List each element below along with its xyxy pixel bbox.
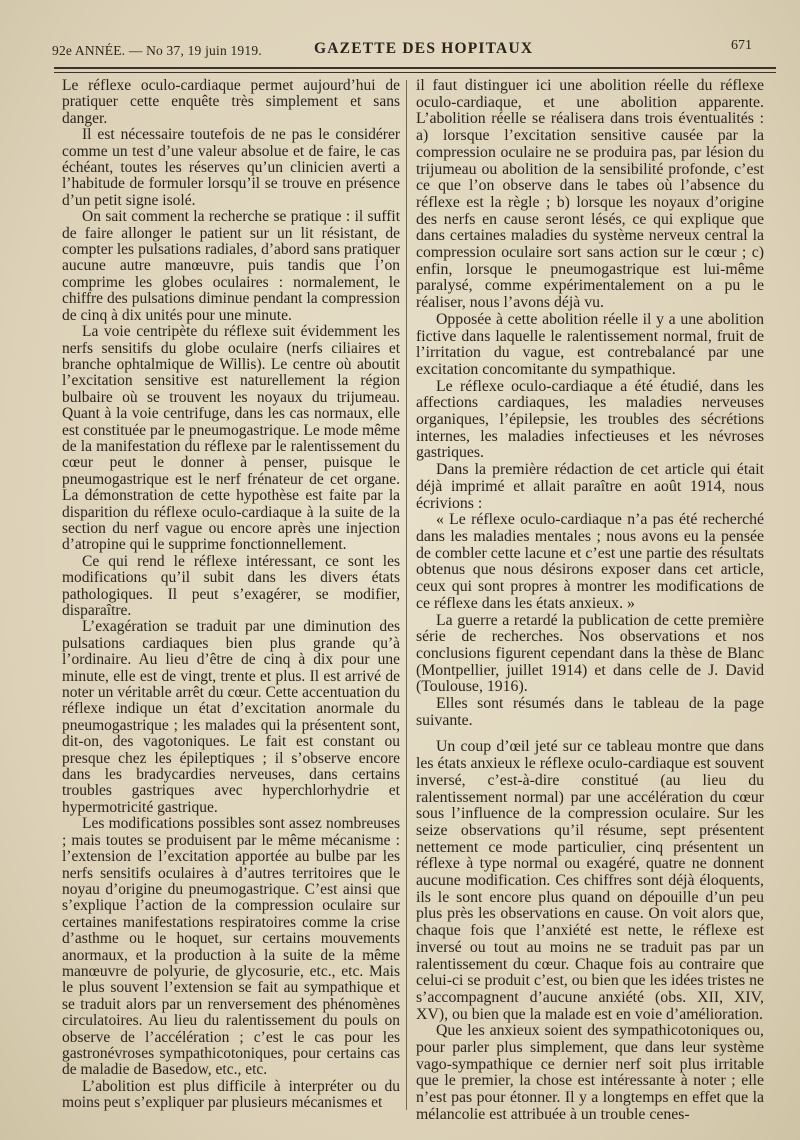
left-column xyxy=(62,78,400,1112)
paragraph: L’exagération se traduit par une diminution des pulsations cardiaques bien plus grande qu’à l’ordinaire. Au lieu d’être de cinq à dix pour une minute, elle est de vingt, trente et plus. Il est arrivé de noter un véritable arrêt du cœur. Cette accentuation du réflexe indique un état d’excitation anormale du pneumogastrique ; les malades qui la présentent sont, dit-on, des vagotoniques. Le fait est constant ou presque chez les épileptiques ; il s’observe encore dans les bradycardies nerveuses, dans certains troubles gastriques avec hyperchlorhydrie et hypermotricité gastrique. xyxy=(62,618,400,816)
paragraph: La voie centripète du réflexe suit évidemment les nerfs sensitifs du globe oculaire (nerfs ciliaires et branche ophtalmique de Willis). Le centre où aboutit l’excitation sensitive est naturellement la région bulbaire où se trouvent les noyaux du trijumeau. Quant à la voie centrifuge, dans les cas normaux, elle est constituée par le pneumogastrique. Le mode même de la manifestation du réflexe par le ralentissement du cœur peut le donner à penser, puisque le pneumogastrique est le nerf frénateur de cet organe. La démonstration de cette hypothèse est faite par la disparition du réflexe oculo-cardiaque à la suite de la section du nerf vague ou encore après une injection d’atropine qui le supprime fonctionnellement. xyxy=(62,323,400,554)
paragraph: Que les anxieux soient des sympathicotoniques ou, pour parler plus simplement, que dans leur système vago-sympathique ce dernier nerf soit plus irritable que le premier, la chose est intéressante à noter ; elle n’est pas pour étonner. Il y a longtemps en effet que la mélancolie est attribuée à un trouble cenes- xyxy=(416,1022,764,1123)
paragraph: Elles sont résumés dans le tableau de la page suivante. xyxy=(416,695,764,729)
paragraph: il faut distinguer ici une abolition réelle du réflexe oculo-cardiaque, et une abolition apparente. L’abolition réelle se réalisera dans trois éventualités : a) lorsque l’excitation sensitive causée par la compression oculaire ne se produira pas, par lésion du trijumeau ou abolition de la sensibilité profonde, c’est ce que l’on observe dans le tabes où l’absence du réflexe est la règle ; b) lorsque les noyaux d’origine des nerfs en cause seront lésés, ce qui explique que dans certaines maladies du système nerveux central la compression oculaire sort sans action sur le cœur ; c) enfin, lorsque le pneumogastrique est lui-même paralysé, comme expérimentalement on a pu le réaliser, nous l’avons déjà vu. xyxy=(416,77,764,312)
header-rule-thin xyxy=(54,72,776,73)
issue-info: 92e ANNÉE. — No 37, 19 juin 1919. xyxy=(52,43,262,58)
paragraph: On sait comment la recherche se pratique : il suffit de faire allonger le patient sur un lit résistant, de compter les pulsations radiales, d’abord sans pratiquer aucune autre manœuvre, puis tandis que l’on comprime les globes oculaires : normalement, le chiffre des pulsations diminue pendant la compression de cinq à dix unités pour une minute. xyxy=(62,208,400,324)
paragraph: L’abolition est plus difficile à interpréter ou du moins peut s’expliquer par plusieurs mécanismes et xyxy=(62,1077,400,1112)
paragraph: Ce qui rend le réflexe intéressant, ce sont les modifications qu’il subit dans les divers états pathologiques. Il peut s’exagérer, se modifier, disparaître. xyxy=(62,552,400,619)
page-number: 671 xyxy=(731,38,752,53)
paragraph: « Le réflexe oculo-cardiaque n’a pas été recherché dans les maladies mentales ; nous avons eu la pensée de combler cette lacune et c’est une partie des résultats obtenus que nous désirons exposer dans cet article, ceux qui sont propres à montrer les modifications de ce réflexe dans les états anxieux. » xyxy=(416,511,764,612)
paragraph: Le réflexe oculo-cardiaque a été étudié, dans les affections cardiaques, les maladies nerveuses organiques, l’épilepsie, les troubles des sécrétions internes, les maladies infectieuses et les névroses gastriques. xyxy=(416,377,764,462)
paragraph: Le réflexe oculo-cardiaque permet aujourd’hui de pratiquer cette enquête très simplement et sans danger. xyxy=(62,77,400,127)
page-header xyxy=(52,38,780,62)
paragraph: La guerre a retardé la publication de cette première série de recherches. Nos observations et nos conclusions figurent cependant dans la thèse de Blanc (Montpellier, juillet 1914) et dans celle de J. David (Toulouse, 1916). xyxy=(416,611,764,696)
paragraph: Il est nécessaire toutefois de ne pas le considérer comme un test d’une valeur absolue et de faire, le cas échéant, toutes les réserves qu’un clinicien averti a l’habitude de formuler lorsqu’il se trouve en présence d’un petit signe isolé. xyxy=(62,126,400,209)
right-column xyxy=(416,78,764,1124)
header-rule-thick xyxy=(54,67,776,69)
column-divider xyxy=(406,80,407,1110)
paragraph: Les modifications possibles sont assez nombreuses ; mais toutes se produisent par le même mécanisme : l’extension de l’excitation apportée au bulbe par les nerfs sensitifs oculaires à d’autres territoires que le noyau d’origine du pneumogastrique. C’est ainsi que s’explique l’action de la compression oculaire sur certaines manifestations respiratoires comme la crise d’asthme ou le hoquet, sur certains mouvements anormaux, et la production à la suite de la même manœuvre de polyurie, de glycosurie, etc., etc. Mais le plus souvent l’extension se fait au sympathique et se traduit alors par un renversement des phénomènes circulatoires. Au lieu du ralentissement du pouls on observe de l’accélération ; c’est le cas pour les gastronévroses sympathicotoniques, pour certains cas de maladie de Basedow, etc., etc. xyxy=(62,815,400,1079)
paragraph: Dans la première rédaction de cet article qui était déjà imprimé et allait paraître en août 1914, nous écrivions : xyxy=(416,461,764,512)
journal-title: GAZETTE DES HOPITAUX xyxy=(314,40,534,57)
paragraph: Un coup d’œil jeté sur ce tableau montre que dans les états anxieux le réflexe oculo-cardiaque est souvent inversé, c’est-à-dire constitué (au lieu du ralentissement normal) par une accélération du cœur sous l’influence de la compression oculaire. Sur les seize observations qu’il résume, sept présentent nettement ce mode particulier, cinq présentent un réflexe à type normal ou exagéré, quatre ne donnent aucune modification. Ces chiffres sont déjà éloquents, ils le sont encore plus quand on dépouille d’un peu plus près les observations en cause. On voit alors que, chaque fois que l’anxiété est nette, le réflexe est inversé ou tout au moins ne se traduit pas par un ralentissement du cœur. Chaque fois au contraire que celui-ci se produit c’est, ou bien que les idées tristes ne s’accompagnent d’aucune anxiété (obs. XII, XIV, XV), ou bien que la malade est en voie d’amélioration. xyxy=(416,738,764,1023)
paragraph: Opposée à cette abolition réelle il y a une abolition fictive dans laquelle le ralentissement normal, fruit de l’irritation du vague, est contrebalancé par une excitation concomitante du sympathique. xyxy=(416,310,764,378)
